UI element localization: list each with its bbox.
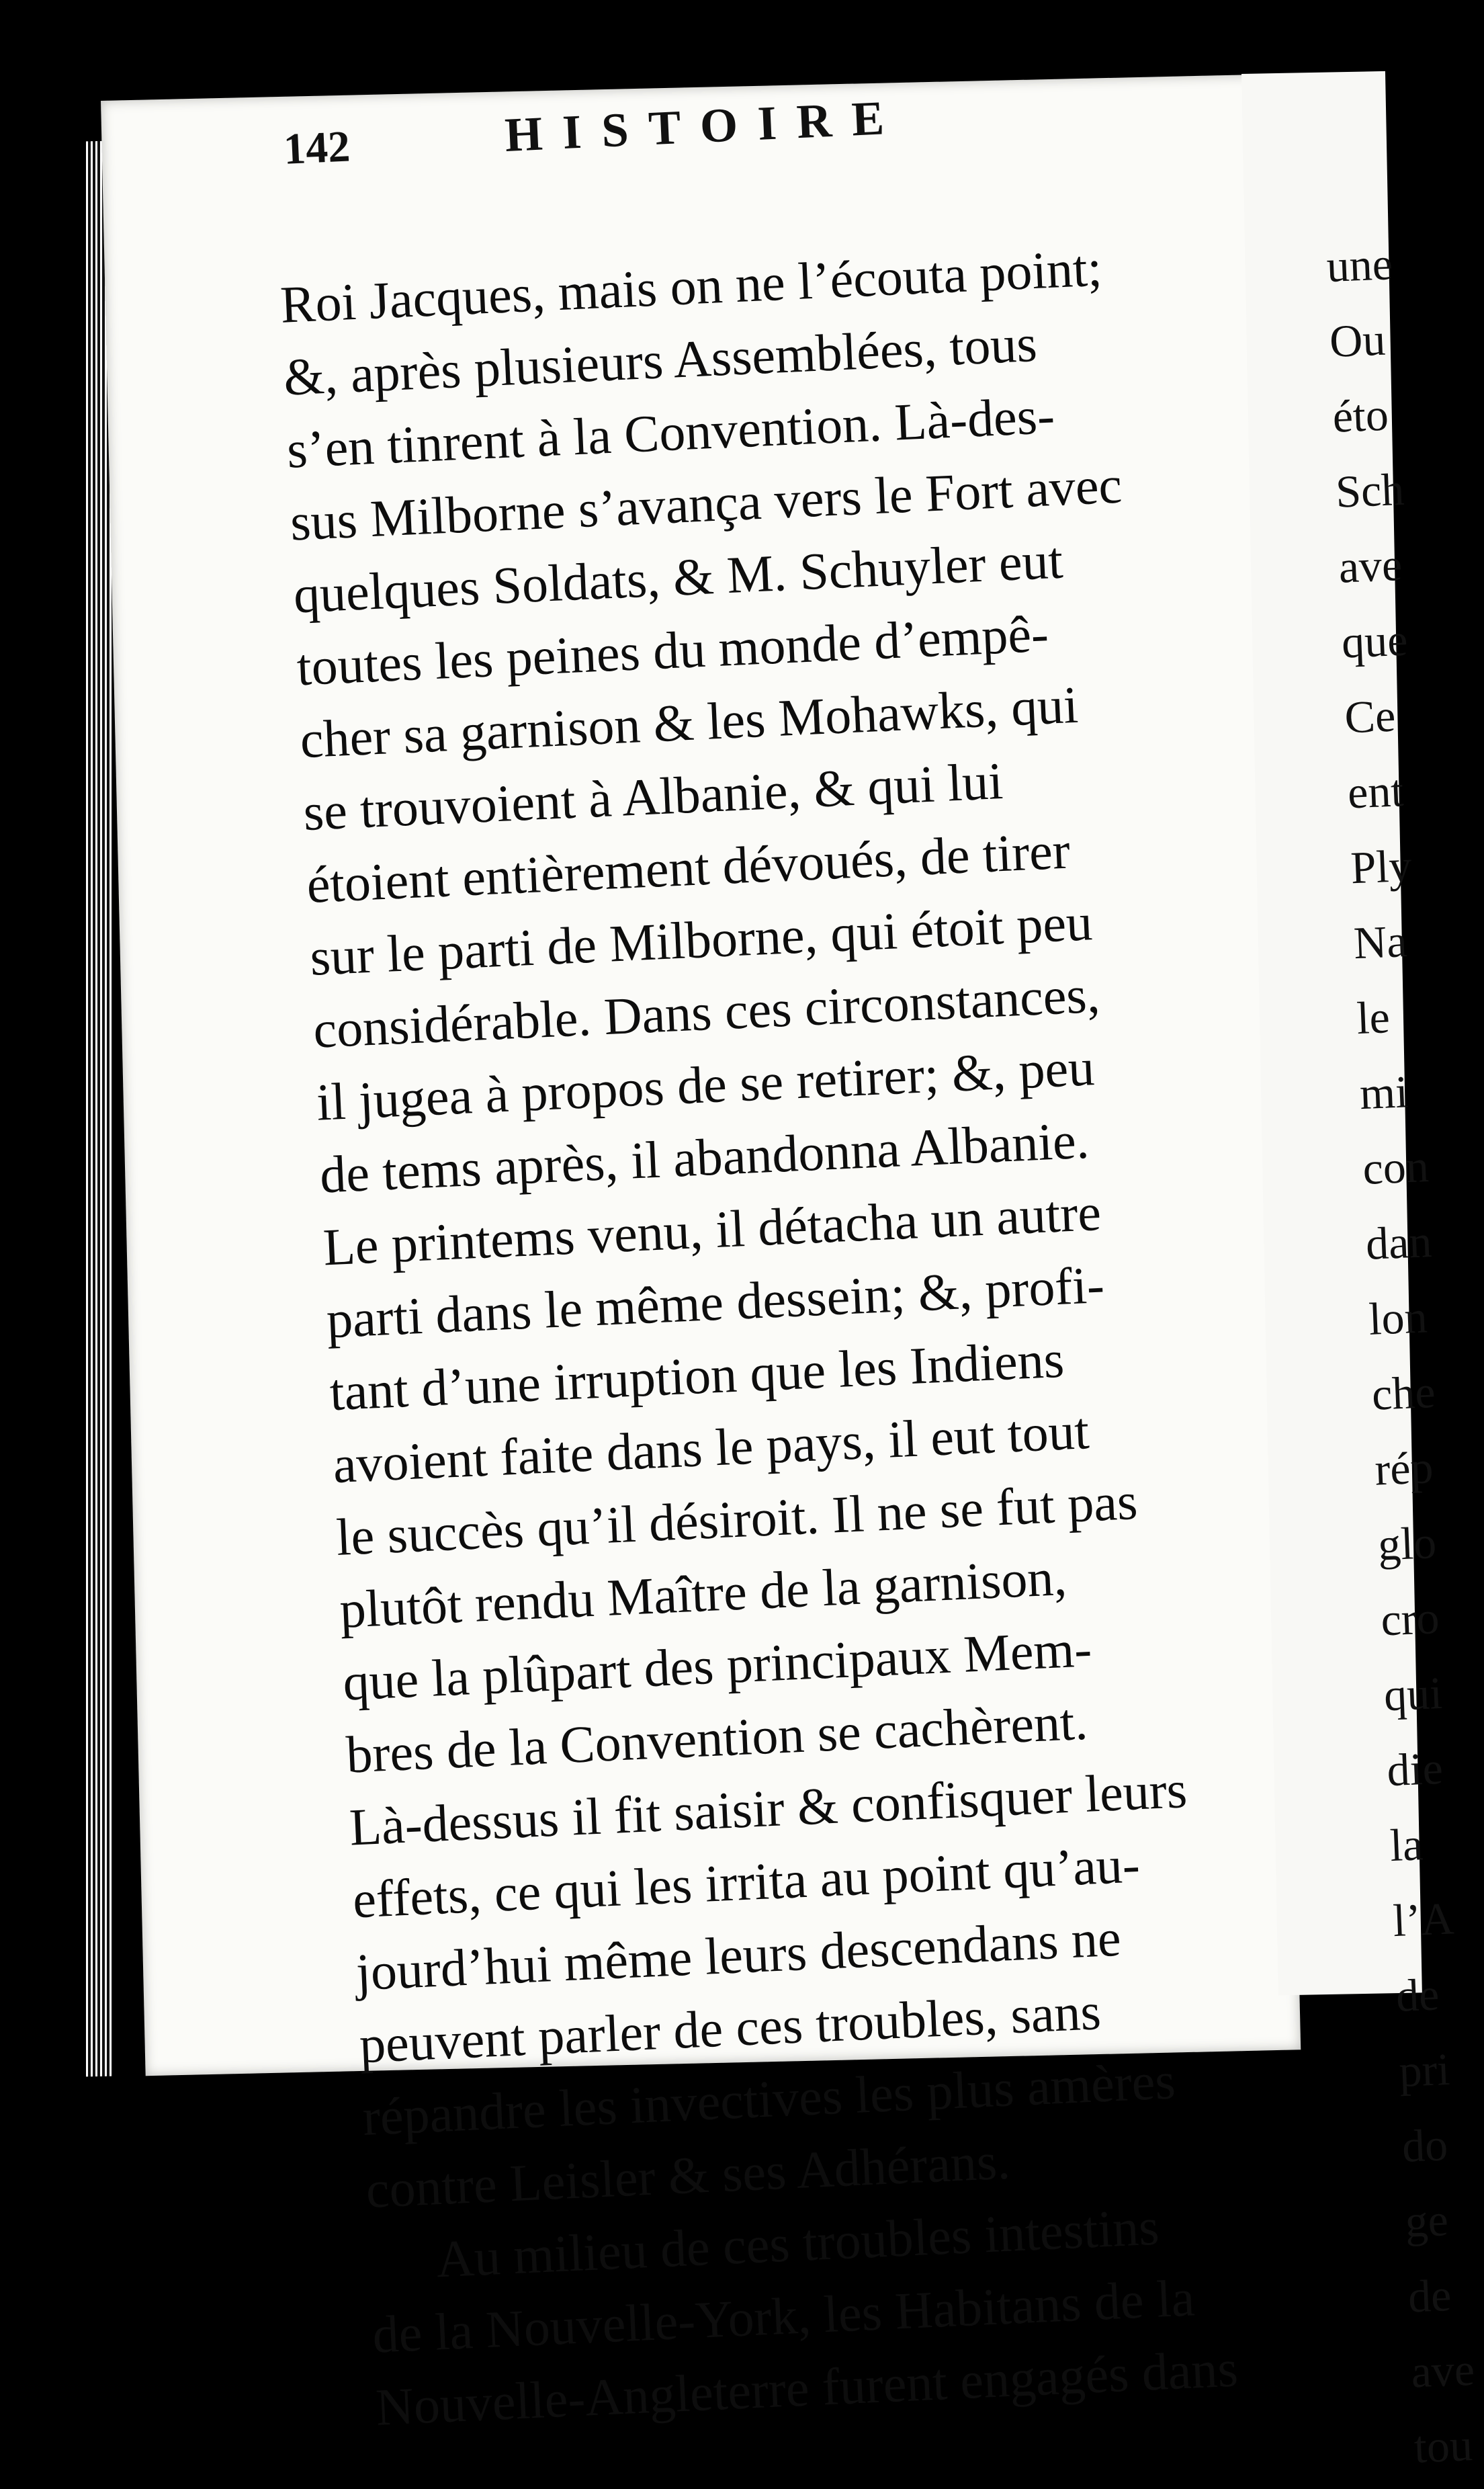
adjacent-text-fragment: lon [1368,1291,1428,1345]
adjacent-text-fragment: de [1395,1968,1440,2021]
adjacent-text-fragment: Ce [1344,689,1397,743]
adjacent-text-fragment: ave [1338,538,1403,593]
text-line: sur le parti de Milborne, qui étoit peu [308,892,1094,986]
adjacent-text-fragment: rép [1374,1441,1434,1495]
text-line: sus Milborne s’avança vers le Fort avec [289,455,1123,552]
text-line: Nouvelle-Angleterre furent engagés dans [374,2338,1239,2437]
text-line: plutôt rendu Maître de la garnison, [338,1547,1068,1639]
text-line: le succès qu’il désiroit. Il ne se fut pas [335,1471,1139,1567]
adjacent-text-fragment: ge [1404,2194,1450,2247]
adjacent-text-fragment: Ply [1350,839,1413,894]
text-line: étoient entièrement dévoués, de tirer [305,820,1072,915]
text-line: de la Nouvelle-York, les Habitans de la [371,2268,1196,2364]
adjacent-text-fragment: la [1389,1818,1424,1871]
adjacent-text-fragment: dan [1364,1216,1433,1269]
page-number: 142 [282,122,351,174]
text-line: effets, ce qui les irrita au point qu’au- [351,1834,1141,1929]
text-line: que la plûpart des principaux Mem- [341,1619,1093,1712]
adjacent-text-fragment: die [1386,1742,1444,1796]
text-line: répandre les invectives les plus amères [361,2051,1177,2147]
adjacent-text-fragment: que [1340,614,1409,668]
text-line: considérable. Dans ces circonstances, [312,964,1101,1059]
text-line: cher sa garnison & les Mohawks, qui [298,675,1080,769]
text-line: Là-dessus il fit saisir & confisquer leurs [348,1760,1188,1857]
adjacent-text-fragment: le [1356,991,1391,1044]
text-line: tant d’une irruption que les Indiens [328,1329,1065,1422]
running-title: HISTOIRE [503,90,906,162]
adjacent-text-fragment: mi [1358,1066,1409,1120]
text-line: toutes les peines du monde d’empê- [295,603,1050,697]
text-line: peuvent parler de ces troubles, sans [358,1982,1102,2074]
adjacent-text-fragment: de [1407,2269,1452,2322]
text-line: parti dans le même dessein; &, profi- [325,1255,1106,1349]
adjacent-text-fragment: éto [1332,388,1390,442]
adjacent-text-fragment: ave [1409,2343,1476,2398]
adjacent-text-fragment: con [1362,1140,1430,1194]
adjacent-text-fragment: cro [1380,1592,1440,1646]
text-line: se trouvoient à Albanie, & qui lui [302,751,1004,842]
adjacent-text-fragment: ent [1346,765,1405,818]
text-line: de tems après, il abandonna Albanie. [318,1110,1090,1204]
adjacent-text-fragment: pri [1398,2043,1451,2097]
text-line: Le printems venu, il détacha un autre [322,1182,1102,1277]
main-text-block [279,220,1451,2443]
text-line: quelques Soldats, & M. Schuyler eut [292,530,1064,624]
adjacent-text-fragment: qui [1383,1667,1444,1721]
text-line: Au milieu de ces troubles intestins [435,2197,1161,2289]
adjacent-text-fragment: Na [1352,915,1408,969]
adjacent-text-fragment: che [1370,1365,1436,1420]
text-line: jourd’hui même leurs descendans ne [355,1908,1123,2002]
text-line: il jugea à propos de se retirer; &, peu [315,1038,1096,1132]
text-line: bres de la Convention se cachèrent. [345,1691,1089,1784]
adjacent-text-fragment: l’A [1392,1892,1455,1947]
adjacent-text-fragment: une [1325,238,1394,292]
adjacent-text-fragment: Ou [1328,313,1387,367]
text-line: &, après plusieurs Assemblées, tous [282,313,1039,407]
adjacent-text-fragment: tou [1413,2419,1474,2473]
adjacent-text-fragment: do [1401,2119,1449,2172]
adjacent-text-fragment: glo [1377,1517,1438,1570]
text-line: s’en tinrent à la Convention. Là-des- [286,385,1056,479]
text-line: contre Leisler & ses Adhérans. [364,2131,1012,2220]
text-line: avoient faite dans le pays, il eut tout [331,1401,1090,1494]
adjacent-text-fragment: Sch [1334,463,1405,517]
text-line: Roi Jacques, mais on ne l’écouta point; [279,238,1104,334]
